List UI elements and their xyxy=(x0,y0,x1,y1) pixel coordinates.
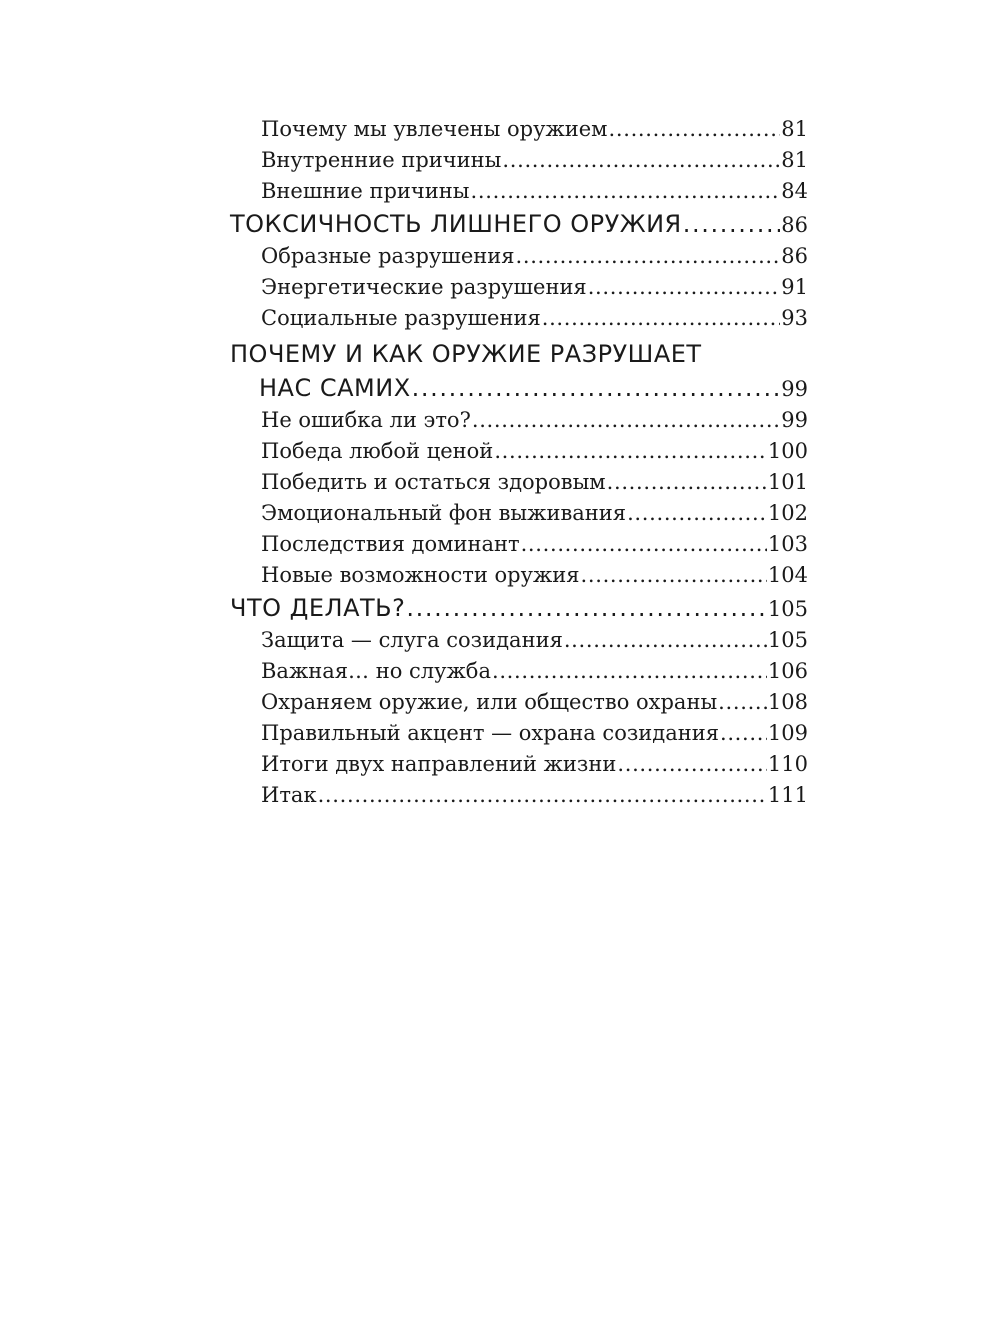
toc-entry-page: 81 xyxy=(781,148,808,172)
toc-entry-page: 101 xyxy=(767,470,808,494)
toc-entry[interactable] xyxy=(230,303,808,334)
toc-entry-title: Победить и остаться здоровым xyxy=(261,470,606,494)
toc-section-page: 99 xyxy=(781,377,808,401)
toc-entry-title: Новые возможности оружия xyxy=(261,563,580,587)
toc-entry-page: 109 xyxy=(767,721,808,745)
toc-entry-title: Социальные разрушения xyxy=(261,306,541,330)
dot-leader xyxy=(412,371,781,405)
toc-entry-title: Последствия доминант xyxy=(261,532,520,556)
toc-entry-page: 103 xyxy=(767,532,808,556)
toc-section-page: 105 xyxy=(767,597,808,621)
toc-entry[interactable] xyxy=(230,145,808,176)
toc-section-what-to-do[interactable] xyxy=(230,591,808,625)
toc-section-title: ТОКСИЧНОСТЬ ЛИШНЕГО ОРУЖИЯ xyxy=(230,210,682,238)
table-of-contents xyxy=(230,114,808,811)
toc-entry-title: Внутренние причины xyxy=(261,148,502,172)
toc-entry-title: Эмоциональный фон выживания xyxy=(261,501,627,525)
toc-entry-page: 84 xyxy=(781,179,808,203)
dot-leader xyxy=(492,656,767,687)
toc-section-toxicity[interactable] xyxy=(230,207,808,241)
dot-leader xyxy=(471,176,781,207)
dot-leader xyxy=(718,687,767,718)
dot-leader xyxy=(406,591,767,625)
toc-section-page: 86 xyxy=(781,213,808,237)
toc-entry[interactable] xyxy=(230,656,808,687)
dot-leader xyxy=(617,749,767,780)
dot-leader xyxy=(542,303,781,334)
toc-entry[interactable] xyxy=(230,625,808,656)
toc-section-title: ПОЧЕМУ И КАК ОРУЖИЕ РАЗРУШАЕТ xyxy=(230,340,702,368)
toc-entry-title: Охраняем оружие, или общество охраны xyxy=(261,690,718,714)
dot-leader xyxy=(588,272,781,303)
toc-section-title-cont: НАС САМИХ xyxy=(259,374,411,402)
dot-leader xyxy=(720,718,767,749)
toc-entry-page: 104 xyxy=(767,563,808,587)
toc-section-why-how-line1[interactable] xyxy=(230,336,808,371)
toc-entry[interactable] xyxy=(230,176,808,207)
toc-entry-page: 99 xyxy=(781,408,808,432)
dot-leader xyxy=(472,405,780,436)
dot-leader xyxy=(318,780,767,811)
toc-entry[interactable] xyxy=(230,467,808,498)
toc-entry-page: 100 xyxy=(767,439,808,463)
toc-entry-title: Итоги двух направлений жизни xyxy=(261,752,617,776)
toc-entry[interactable] xyxy=(230,114,808,145)
toc-entry-page: 110 xyxy=(767,752,808,776)
toc-entry-page: 111 xyxy=(767,783,808,807)
dot-leader xyxy=(581,560,767,591)
dot-leader xyxy=(494,436,767,467)
toc-entry-title: Правильный акцент — охрана созидания xyxy=(261,721,719,745)
toc-entry[interactable] xyxy=(230,687,808,718)
toc-entry-title: Образные разрушения xyxy=(261,244,515,268)
dot-leader xyxy=(627,498,767,529)
toc-section-title: ЧТО ДЕЛАТЬ? xyxy=(230,594,406,622)
toc-entry-page: 106 xyxy=(767,659,808,683)
toc-entry[interactable] xyxy=(230,780,808,811)
toc-entry[interactable] xyxy=(230,749,808,780)
toc-entry-page: 91 xyxy=(781,275,808,299)
toc-entry-title: Энергетические разрушения xyxy=(261,275,587,299)
toc-entry[interactable] xyxy=(230,241,808,272)
dot-leader xyxy=(564,625,767,656)
toc-entry-title: Важная… но служба xyxy=(261,659,491,683)
toc-entry-title: Не ошибка ли это? xyxy=(261,408,471,432)
toc-entry[interactable] xyxy=(230,529,808,560)
dot-leader xyxy=(516,241,781,272)
toc-entry-page: 105 xyxy=(767,628,808,652)
dot-leader xyxy=(609,114,781,145)
dot-leader xyxy=(683,207,781,241)
toc-entry-title: Внешние причины xyxy=(261,179,470,203)
dot-leader xyxy=(521,529,767,560)
toc-entry[interactable] xyxy=(230,560,808,591)
toc-entry-page: 102 xyxy=(767,501,808,525)
toc-section-why-how-line2[interactable] xyxy=(230,371,808,405)
toc-entry-page: 81 xyxy=(781,117,808,141)
toc-entry[interactable] xyxy=(230,498,808,529)
toc-entry[interactable] xyxy=(230,718,808,749)
dot-leader xyxy=(502,145,780,176)
toc-entry-title: Победа любой ценой xyxy=(261,439,494,463)
toc-entry-page: 86 xyxy=(781,244,808,268)
toc-entry-page: 108 xyxy=(767,690,808,714)
toc-entry-title: Защита — слуга созидания xyxy=(261,628,563,652)
dot-leader xyxy=(607,467,767,498)
toc-entry-title: Итак xyxy=(261,783,317,807)
toc-entry-page: 93 xyxy=(781,306,808,330)
toc-entry[interactable] xyxy=(230,272,808,303)
toc-entry-title: Почему мы увлечены оружием xyxy=(261,117,608,141)
toc-entry[interactable] xyxy=(230,436,808,467)
toc-entry[interactable] xyxy=(230,405,808,436)
